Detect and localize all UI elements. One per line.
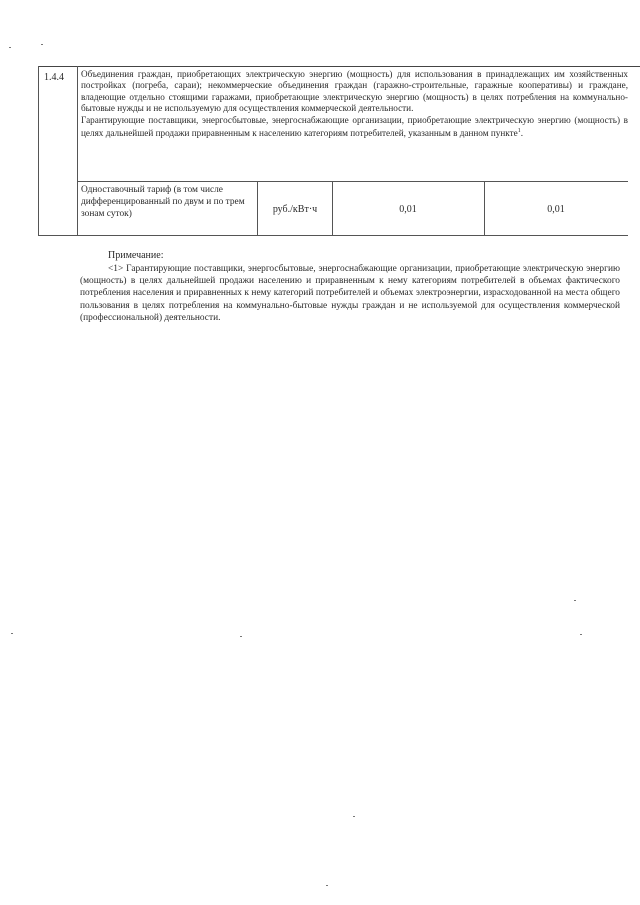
scan-speck [41,44,43,45]
tariff-unit: руб./кВт·ч [272,204,318,215]
description-paragraph-1: Объединения граждан, приобретающих электрическую энергию (мощность) для использования в принадлежащих им хозяйственных постройках (погреба, сараи); некоммерческие объединения граждан (гаражно-строительные, гаражные кооперативы) и граждане, владеющие отдельно стоящими гаражами, приобретающие электрическую энергию (мощность) в целях потребления на коммунально-бытовые нужды и не используемую для осуществления коммерческой деятельности. [81,69,628,114]
scan-speck [326,885,328,886]
scan-speck [240,636,242,637]
tariff-value-2: 0,01 [547,204,565,215]
description-paragraph-2 [81,115,628,140]
tariff-name: Одноставочный тариф (в том числе дифференцированный по двум и по трем зонам суток) [81,185,245,219]
tariff-value-1: 0,01 [399,204,417,215]
row-code: 1.4.4 [44,72,64,83]
scan-speck [580,634,582,635]
table-bottom-border [38,235,628,236]
note-text: <1> Гарантирующие поставщики, энергосбытовые, энергоснабжающие организации, приобретающие электрическую энергию (мощность) в целях дальнейшей продажи населению и приравненным к нему категориям потребителей в объемах фактического потребления населения и приравненных к нему категорий потребителей и объемах электроэнергии, израсходованной на места общего пользования в целях потребления на коммунально-бытовые нужды граждан и не используемой для осуществления коммерческой (профессиональной) деятельности. [80,264,620,323]
scan-speck [9,47,11,48]
table-left-border [38,66,39,236]
scan-speck [353,816,355,817]
row-description [81,69,628,140]
table-top-border [38,66,640,67]
scan-speck [11,633,13,634]
footnote-mark: 1 [517,128,521,135]
paragraph-2-end: . [520,128,523,139]
note-title: Примечание: [108,250,164,261]
table-code-divider [77,66,78,236]
scan-speck [574,600,576,601]
paragraph-2-text: Гарантирующие поставщики, энергосбытовые, энергоснабжающие организации, приобретающие электрическую энергию (мощность) в целях дальнейшей продажи приравненным к населению категориям потребителей, указанным в данном пункте [81,114,628,139]
table-row-divider [77,181,628,182]
